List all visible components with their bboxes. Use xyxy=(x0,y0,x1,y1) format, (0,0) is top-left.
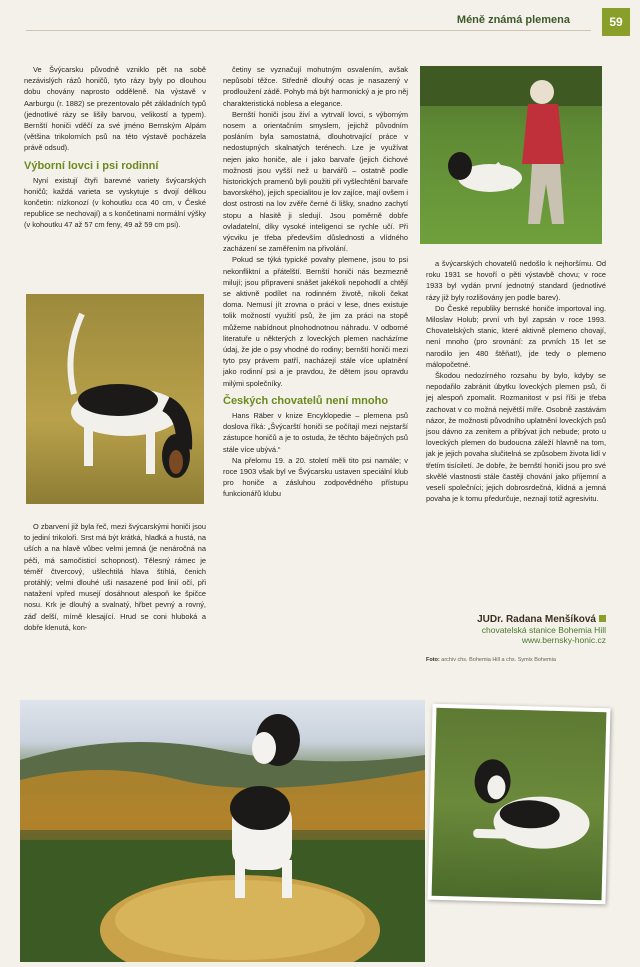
square-icon xyxy=(599,615,606,622)
subheading-breeders: Českých chovatelů není mnoho xyxy=(223,394,389,407)
photo-dog-lying-image xyxy=(432,708,607,900)
column-3 xyxy=(426,258,606,504)
paragraph: Škodou nedozírného rozsahu by bylo, kdyby se nepodařilo zabránit úbytku loveckých plemen psů, či jej alespoň zpomalit. Rozmanitost v psí říši je třeba zachovat v co možná největší míře. Osobně zastávám názor, že možnosti původního uplatnění loveckých psů jsou dávno za zenitem a přibývat jich nebude; proto u loveckých plemen do budoucna záleží hlavně na tom, jak je jejich povaha slučitelná se způsobem života lidí v třetím tisíciletí. Je dobře, že bernští honiči jsou pro své skvělé vlastnosti stále častěji chování jako příjemní a veselí společníci; jejich dobrosrdečná, klidná a jemná povaha je k tomu předurčuje, neznají totiž agresivitu. xyxy=(426,371,606,504)
paragraph: četiny se vyznačují mohutným osvalením, avšak nepůsobí těžce. Středně dlouhý ocas je nasazený v prodloužení zádě. Pohyb má být harmonický a je pro něj charakteristická noblesa a elegance. xyxy=(223,65,408,108)
credit-label: Foto: xyxy=(426,657,440,663)
paragraph: Ve Švýcarsku původně vzniklo pět na sobě nezávislých rázů honičů, tyto rázy byly po dlouhou dobu chovány naprosto odděleně. Na výstavě v Aarburgu (r. 1882) se prezentovalo pět základních typů (jednotlivé rázy se lišily barvou, velikostí a typem). Bernští honiči vděčí za své jméno Bernským Alpám (většina trikolorních psů na této výstavě pocházela právě odsud). xyxy=(24,65,206,153)
column-1-upper xyxy=(24,64,206,231)
photo-dog-with-woman xyxy=(420,66,602,244)
paragraph: Do České republiky bernské honiče importoval ing. Miloslav Holub; první vrh byl zapsán v roce 1993. Chovatelských stanic, které aktivně plemeno chovají, není mnoho (pro srovnání: za prvních 15 let se narodilo jen 480 štěňat!), jde tedy o plemeno málopočetné. xyxy=(426,303,606,369)
column-2 xyxy=(223,64,408,500)
photo-credit xyxy=(426,657,606,663)
author-name: JUDr. Radana Menšíková xyxy=(426,614,606,625)
column-1-lower xyxy=(24,521,206,633)
author-kennel: chovatelská stanice Bohemia Hill xyxy=(481,625,606,635)
header-divider xyxy=(26,30,591,31)
page-number: 59 xyxy=(602,8,630,36)
paragraph: O zbarvení již byla řeč, mezi švýcarskými honiči jsou to jediní trikoloři. Srst má být krátká, hladká a hustá, na uších a na hlavě vůbec velmi jemná (je nenáročná na péči, má samočisticí schopnost). Tělesný rámec je téměř čtvercový, ušlechtilá hlava štíhlá, čenich protáhlý; velmi dlouhé uši nasazené pod linií očí, při natažení vpřed musejí dosáhnout alespoň ke špičce nosu. Krk je dlouhý a svalnatý, hřbet pevný a rovný, záď delší, mírně klesající. Hrud se coni hluboká a dobře klenutá, kon- xyxy=(24,522,206,632)
subheading-hunters: Výborní lovci i psi rodinní xyxy=(24,159,159,172)
paragraph: Pokud se týká typické povahy plemene, jsou to psi nekonfliktní a přátelští. Bernští honiči nás bezmezně milují; jsou připraveni snášet jakékoli nepohodlí a chtějí se aktivně podílet na rodinném životě, nikoli čekat doma. Nemusí jít zrovna o práci v lese, dnes existuje tolik možností využití psů, že jim za práci na stopě můžeme nabídnout plnohodnotnou náhradu. V odborné literatuře u některých z loveckých plemen nacházíme údaj, že jde o psy vhodné do rodiny; bernští honiči mezi tyto psy právem patří, nacházejí stále více uplatnění jako rodinní psi a je pravdou, že dětem jsou opravdu milými společníky. xyxy=(223,255,408,388)
paragraph: Nyní existují čtyři barevné variety švýcarských honičů; každá varieta se vyskytuje s dvojí délkou končetin: nízkonozí (v kohoutku cca 40 cm, v České republice se nechovají) a s končetinami normální výšky (v kohoutku 47 až 57 cm feny, 49 až 59 cm psi). xyxy=(24,175,206,230)
photo-dog-lying xyxy=(427,704,610,905)
photo-dog-on-haybale xyxy=(20,700,425,962)
lying-dog-illustration xyxy=(432,708,607,900)
paragraph: Bernští honiči jsou živí a vytrvalí lovci, s výborným nosem a orientačním smyslem, jejichž původním posláním byla samostatná, dlouhotrvající práce v nedostupných skalnatých terénech. Lze je využívat nejen jako honiče, ale i jako barvaře (jejich čichové možnosti jsou vyšší než u barvářů – ostatně podle historických pramenů byli použiti při vyšlechtění barvaře bavorského), jejich specialitou je lov zajíce, mají ovšem i dost ostrosti na lov zvěře černé či lišky, snadno zachytí stopu a hlasitě ji sledují. Jsou poměrně dobře ovladatelní, díky vysoké inteligenci se rychle učí. Při výcviku je třeba především důslednosti a vlídného zacházení se zaměřením na přivolání. xyxy=(223,109,408,254)
author-website-link[interactable]: www.bernsky-honic.cz xyxy=(521,635,606,645)
dog-illustration xyxy=(26,294,204,504)
paragraph: Hans Räber v knize Encyklopedie – plemena psů doslova říká: „Švýcarští honiči se počítají mezi nejstarší zástupce honičů a je to ostuda, že těchto báječných psů stále více ubývá.“ xyxy=(223,410,408,454)
photo-dog-sniffing xyxy=(26,294,204,504)
credit-text: archiv chs. Bohemia Hill a chs. Symix Bohemia xyxy=(441,657,556,663)
paragraph: Na přelomu 19. a 20. století měli tito psi namále; v roce 1903 však byl ve Švýcarsku ustaven speciální klub pro honiče a zásluhou zodpovědného přístupu funkcionářů klubu xyxy=(223,455,408,499)
paragraph: a švýcarských chovatelů nedošlo k nejhoršímu. Od roku 1931 se hovoří o pěti výstavbě chovu; v roce 1933 byl vydán první jednotný standard (jednotlivé rázy již byly rozlišovány jen podle barev). xyxy=(426,259,606,302)
landscape-illustration xyxy=(20,700,425,962)
dog-woman-illustration xyxy=(420,66,602,244)
author-block xyxy=(426,614,606,645)
section-title: Méně známá plemena xyxy=(456,14,570,26)
